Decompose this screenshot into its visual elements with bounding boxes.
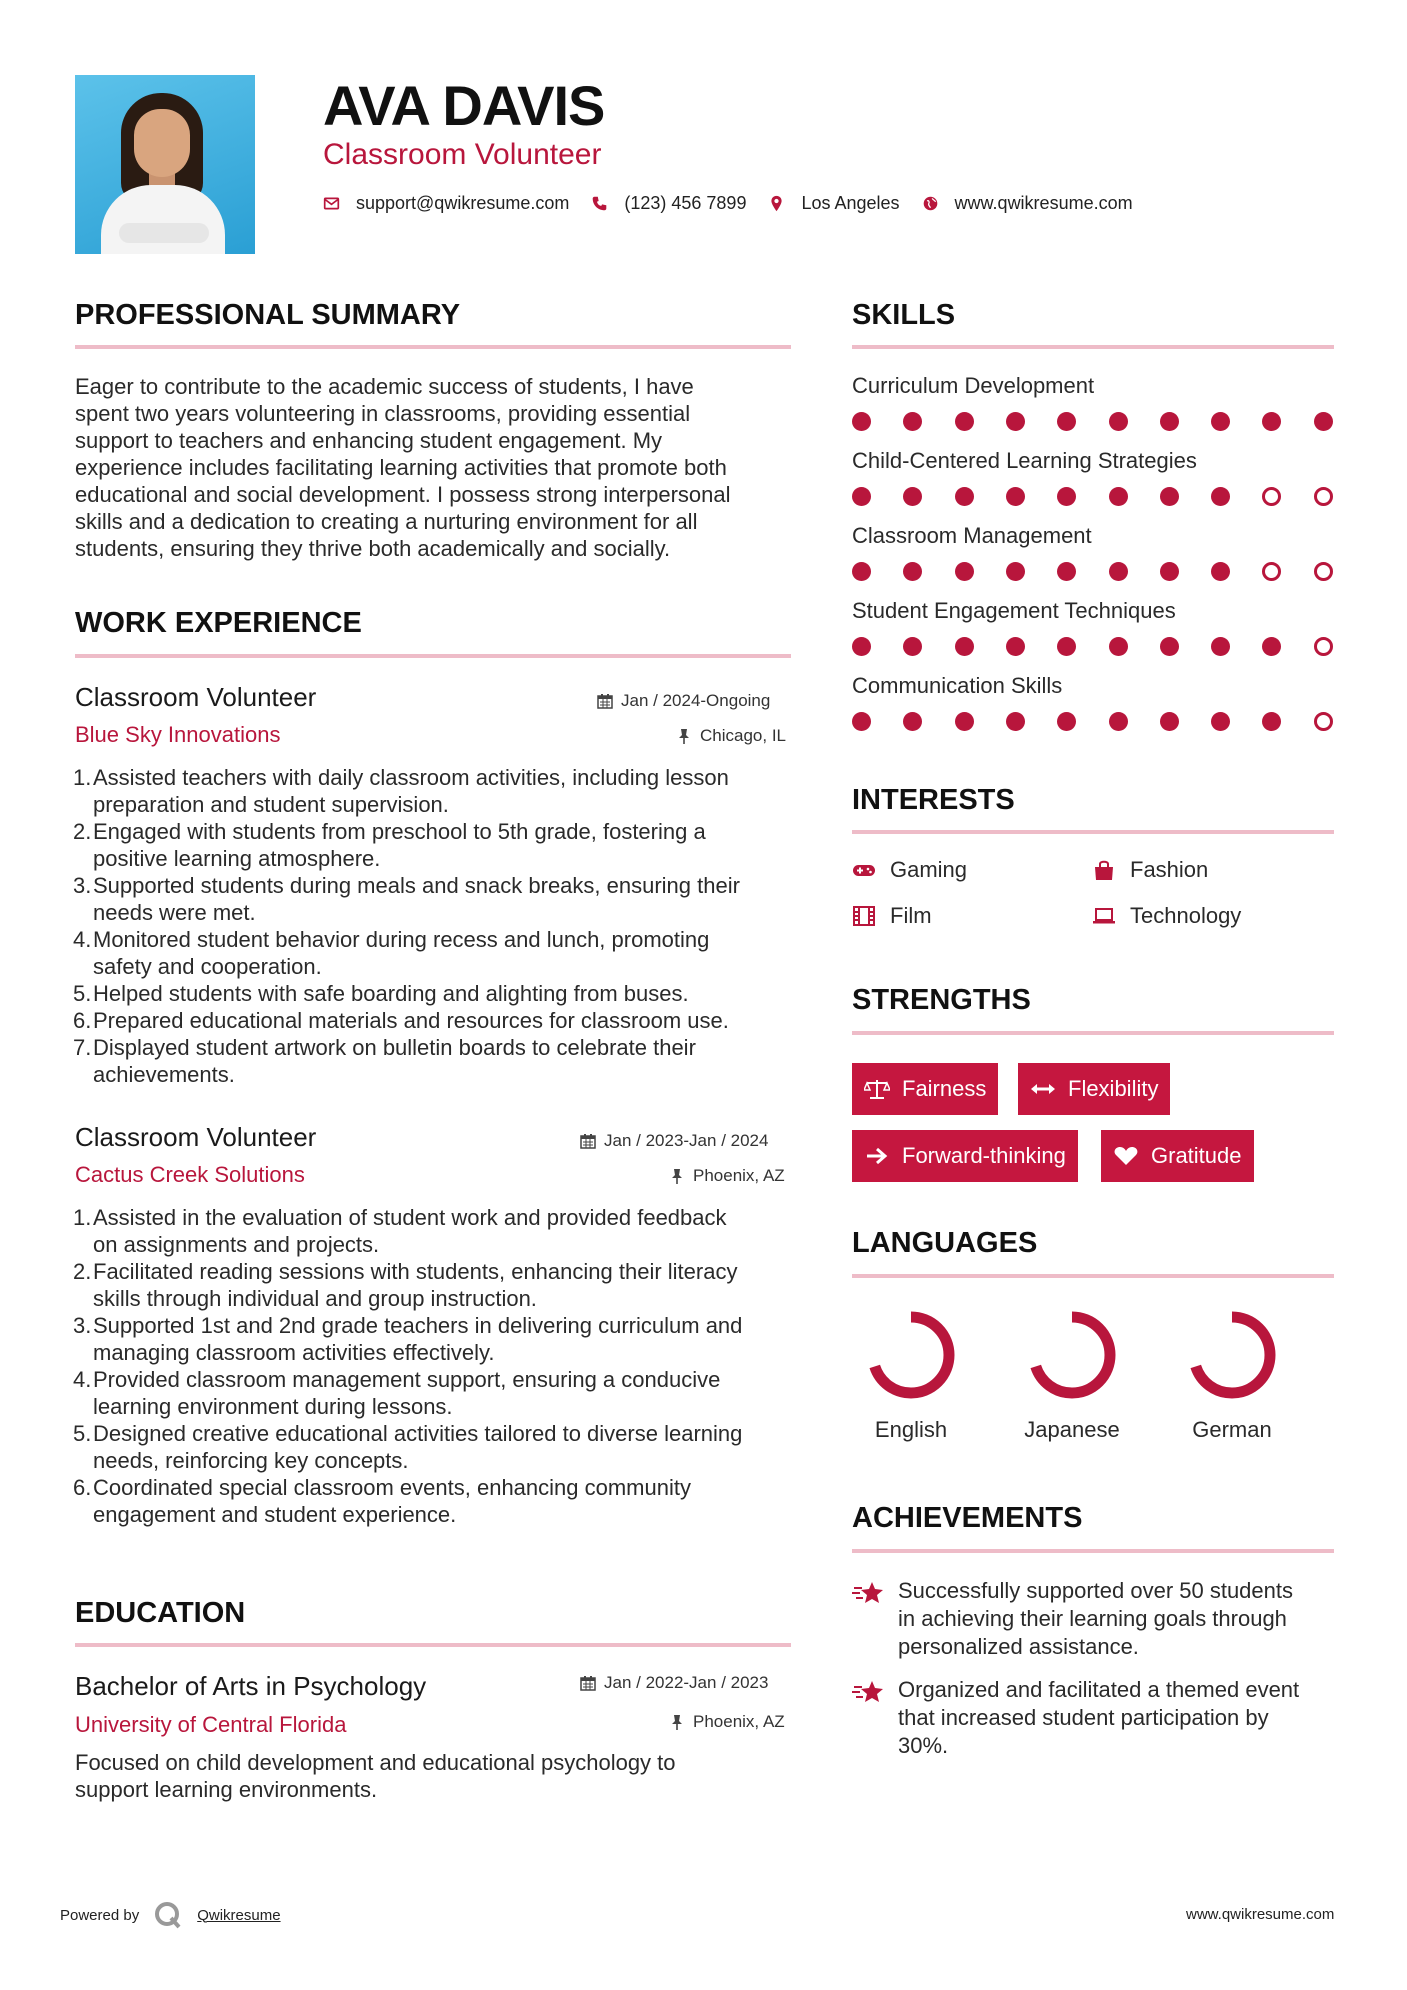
rating-dot-filled: [1057, 637, 1076, 656]
rating-dot-filled: [1109, 562, 1128, 581]
calendar-icon: [580, 1675, 596, 1691]
rating-dot-filled: [1160, 637, 1179, 656]
language-level-ring: [861, 1305, 961, 1405]
rating-dot-filled: [1211, 412, 1230, 431]
rating-dot-filled: [1211, 487, 1230, 506]
rating-dot-empty: [1314, 487, 1333, 506]
education-description: Focused on child development and educational psychology to support learning environments.: [75, 1750, 676, 1802]
work-divider: [75, 654, 791, 658]
contact-website[interactable]: www.qwikresume.com: [922, 193, 1133, 214]
skill-name: Classroom Management: [852, 523, 1092, 548]
rating-dot-empty: [1314, 712, 1333, 731]
job-location: Chicago, IL: [676, 726, 786, 746]
rating-dot-filled: [955, 487, 974, 506]
strength-tag: Flexibility: [1018, 1063, 1170, 1115]
profile-photo: [75, 75, 255, 254]
education-dates: Jan / 2022-Jan / 2023: [580, 1673, 768, 1693]
job-company: Blue Sky Innovations: [75, 722, 281, 747]
job-dates: Jan / 2023-Jan / 2024: [580, 1131, 768, 1151]
footer-site-link[interactable]: www.qwikresume.com: [1186, 1906, 1335, 1923]
strength-tag: Fairness: [852, 1063, 998, 1115]
job-dates: Jan / 2024-Ongoing: [597, 691, 770, 711]
rating-dot-filled: [852, 637, 871, 656]
rating-dot-filled: [1262, 412, 1281, 431]
rating-dot-filled: [852, 712, 871, 731]
language-level-arc: [1194, 1317, 1270, 1393]
strength-tag: Gratitude: [1101, 1130, 1254, 1182]
language-item: Japanese: [1012, 1305, 1132, 1443]
interests-heading: INTERESTS: [852, 784, 1015, 816]
education-heading: EDUCATION: [75, 1597, 246, 1629]
skill-rating: [852, 637, 1334, 657]
rating-dot-filled: [1211, 637, 1230, 656]
interest-item: Gaming: [852, 857, 967, 883]
map-marker-icon: [768, 195, 785, 212]
achievement-item: Organized and facilitated a themed event that increased student participation by 30%.: [852, 1676, 1332, 1760]
calendar-icon: [597, 693, 613, 709]
list-item: 5. Helped students with safe boarding and alighting from buses.: [73, 981, 689, 1006]
rating-dot-empty: [1262, 487, 1281, 506]
achievement-item: Successfully supported over 50 students in achieving their learning goals through personalized assistance.: [852, 1577, 1332, 1661]
film-icon: [852, 905, 876, 927]
rating-dot-filled: [955, 637, 974, 656]
achievements-heading: ACHIEVEMENTS: [852, 1502, 1083, 1534]
interests-divider: [852, 830, 1334, 834]
laptop-icon: [1092, 905, 1116, 927]
job-company: Cactus Creek Solutions: [75, 1162, 305, 1187]
language-level-ring: [1022, 1305, 1122, 1405]
list-item: 4. Provided classroom management support, ensuring a conducive learning environment during lessons.: [73, 1367, 721, 1419]
pushpin-icon: [676, 728, 692, 744]
rating-dot-filled: [1109, 412, 1128, 431]
school-name: University of Central Florida: [75, 1712, 347, 1737]
list-item: 2. Facilitated reading sessions with students, enhancing their literacy skills through individual and group instruction.: [73, 1259, 738, 1311]
rating-dot-filled: [1262, 637, 1281, 656]
rating-dot-filled: [903, 712, 922, 731]
skill-name: Communication Skills: [852, 673, 1063, 698]
rating-dot-filled: [1160, 712, 1179, 731]
rating-dot-filled: [1006, 637, 1025, 656]
list-item: 1. Assisted teachers with daily classroom activities, including lesson preparation and student supervision.: [73, 765, 729, 817]
rating-dot-empty: [1262, 562, 1281, 581]
achievements-divider: [852, 1549, 1334, 1553]
languages-divider: [852, 1274, 1334, 1278]
rating-dot-filled: [903, 637, 922, 656]
job-duties-list: [75, 1204, 795, 1528]
skills-divider: [852, 345, 1334, 349]
rating-dot-filled: [852, 487, 871, 506]
rating-dot-filled: [1160, 562, 1179, 581]
skill-rating: [852, 487, 1334, 507]
degree-title: Bachelor of Arts in Psychology: [75, 1671, 427, 1701]
contact-email[interactable]: support@qwikresume.com: [323, 193, 569, 214]
globe-icon: [922, 195, 939, 212]
rating-dot-filled: [955, 412, 974, 431]
language-level-arc: [873, 1317, 949, 1393]
envelope-icon: [323, 195, 340, 212]
summary-text: Eager to contribute to the academic success of students, I have spent two years volunteering in classrooms, providing essential support to teachers and enhancing student engagement. My experience includes facilitating learning activities that promote both educational and social development. I possess strong interpersonal skills and a dedication to creating a nurturing environment for all students, ensuring they thrive both academically and socially.: [75, 374, 731, 561]
rating-dot-filled: [1057, 487, 1076, 506]
interest-item: Technology: [1092, 903, 1241, 929]
rating-dot-filled: [1057, 412, 1076, 431]
job-location: Phoenix, AZ: [669, 1166, 785, 1186]
summary-heading: PROFESSIONAL SUMMARY: [75, 299, 461, 331]
skill-name: Student Engagement Techniques: [852, 598, 1176, 623]
list-item: 2. Engaged with students from preschool to 5th grade, fostering a positive learning atmosphere.: [73, 819, 706, 871]
rating-dot-filled: [1006, 412, 1025, 431]
contact-phone[interactable]: (123) 456 7899: [591, 193, 746, 214]
strength-tag: Forward-thinking: [852, 1130, 1078, 1182]
list-item: 5. Designed creative educational activities tailored to diverse learning needs, reinforcing key concepts.: [73, 1421, 743, 1473]
arrow-right-icon: [864, 1145, 890, 1167]
heart-icon: [1113, 1145, 1139, 1167]
strengths-divider: [852, 1031, 1334, 1035]
summary-divider: [75, 345, 791, 349]
language-item: German: [1172, 1305, 1292, 1443]
list-item: 7. Displayed student artwork on bulletin boards to celebrate their achievements.: [73, 1035, 696, 1087]
list-item: 4. Monitored student behavior during recess and lunch, promoting safety and cooperation.: [73, 927, 710, 979]
shopping-bag-icon: [1092, 859, 1116, 881]
language-item: English: [851, 1305, 971, 1443]
education-location: Phoenix, AZ: [669, 1712, 785, 1732]
rating-dot-filled: [1006, 562, 1025, 581]
list-item: 6. Prepared educational materials and resources for classroom use.: [73, 1008, 729, 1033]
job-title: Classroom Volunteer: [75, 1122, 317, 1152]
skill-rating: [852, 412, 1334, 432]
job-title: Classroom Volunteer: [75, 682, 317, 712]
rating-dot-empty: [1314, 562, 1333, 581]
list-item: 3. Supported 1st and 2nd grade teachers in delivering curriculum and managing classroom activities effectively.: [73, 1313, 743, 1365]
rating-dot-filled: [1160, 412, 1179, 431]
footer-brand-link[interactable]: Qwikresume: [197, 1906, 281, 1924]
job-duties-list: [75, 764, 795, 1088]
calendar-icon: [580, 1133, 596, 1149]
rating-dot-filled: [1109, 637, 1128, 656]
contact-location: Los Angeles: [768, 193, 899, 214]
list-item: 3. Supported students during meals and snack breaks, ensuring their needs were met.: [73, 873, 740, 925]
rating-dot-filled: [852, 412, 871, 431]
rating-dot-filled: [1211, 712, 1230, 731]
candidate-role: Classroom Volunteer: [323, 138, 602, 171]
gamepad-icon: [852, 859, 876, 881]
rating-dot-filled: [1160, 487, 1179, 506]
rating-dot-filled: [1314, 412, 1333, 431]
rating-dot-filled: [1109, 712, 1128, 731]
contact-bar: [323, 193, 1155, 214]
interest-item: Film: [852, 903, 932, 929]
language-level-arc: [1034, 1317, 1110, 1393]
rating-dot-empty: [1314, 637, 1333, 656]
rating-dot-filled: [903, 412, 922, 431]
skill-rating: [852, 562, 1334, 582]
rating-dot-filled: [1109, 487, 1128, 506]
rating-dot-filled: [1057, 562, 1076, 581]
rating-dot-filled: [955, 562, 974, 581]
rating-dot-filled: [852, 562, 871, 581]
footer-powered-by: Powered by Qwikresume: [60, 1900, 281, 1930]
rating-dot-filled: [1006, 712, 1025, 731]
balance-scale-icon: [864, 1078, 890, 1100]
skill-name: Curriculum Development: [852, 373, 1095, 398]
strengths-heading: STRENGTHS: [852, 984, 1031, 1016]
list-item: 6. Coordinated special classroom events, enhancing community engagement and student experience.: [73, 1475, 691, 1527]
language-level-ring: [1182, 1305, 1282, 1405]
languages-heading: LANGUAGES: [852, 1227, 1038, 1259]
rating-dot-filled: [1211, 562, 1230, 581]
shooting-star-icon: [852, 1677, 886, 1707]
rating-dot-filled: [1057, 712, 1076, 731]
rating-dot-filled: [903, 487, 922, 506]
pushpin-icon: [669, 1168, 685, 1184]
qwikresume-logo-icon: [153, 1900, 183, 1930]
rating-dot-filled: [1006, 487, 1025, 506]
rating-dot-filled: [955, 712, 974, 731]
candidate-name: AVA DAVIS: [323, 74, 605, 137]
rating-dot-filled: [903, 562, 922, 581]
shooting-star-icon: [852, 1578, 886, 1608]
pushpin-icon: [669, 1714, 685, 1730]
skill-rating: [852, 712, 1334, 732]
work-heading: WORK EXPERIENCE: [75, 607, 362, 639]
education-divider: [75, 1643, 791, 1647]
phone-icon: [591, 195, 608, 212]
interest-item: Fashion: [1092, 857, 1208, 883]
skill-name: Child-Centered Learning Strategies: [852, 448, 1197, 473]
list-item: 1. Assisted in the evaluation of student work and provided feedback on assignments and projects.: [73, 1205, 727, 1257]
rating-dot-filled: [1262, 712, 1281, 731]
skills-heading: SKILLS: [852, 299, 956, 331]
arrows-horizontal-icon: [1030, 1078, 1056, 1100]
